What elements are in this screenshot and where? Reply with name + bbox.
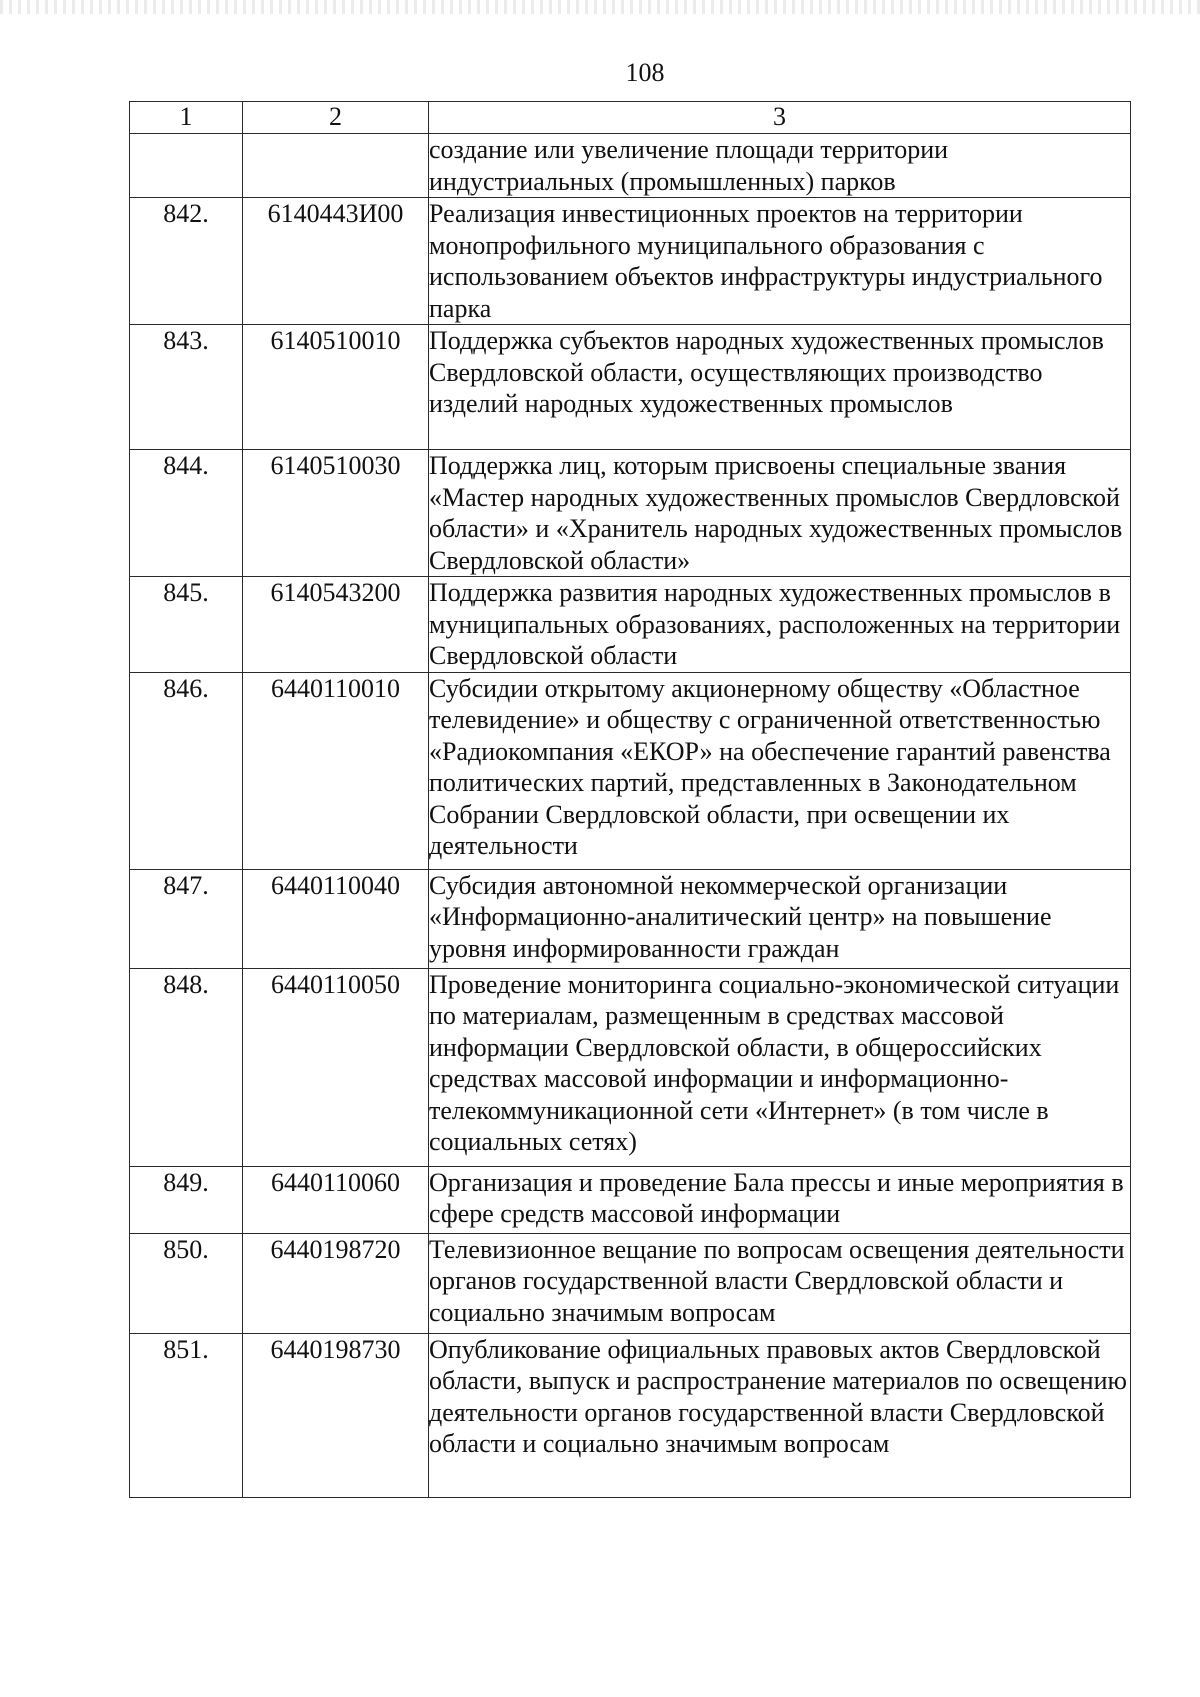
- table-row: [130, 672, 1131, 869]
- table-row: [130, 968, 1131, 1166]
- row-number: 846.: [130, 672, 243, 869]
- row-code: 6440110010: [243, 672, 429, 869]
- table-row: [130, 1333, 1131, 1497]
- row-description: Субсидия автономной некоммерческой организации «Информационно-аналитический центр» на повышение уровня информированности граждан: [429, 869, 1131, 968]
- row-number: [130, 134, 243, 198]
- row-code: 6440198730: [243, 1333, 429, 1497]
- row-code: 6140543200: [243, 577, 429, 673]
- row-description: Реализация инвестиционных проектов на территории монопрофильного муниципального образования с использованием объектов инфраструктуры индустриального парка: [429, 198, 1131, 325]
- row-number: 843.: [130, 325, 243, 450]
- table-header-row: [130, 102, 1131, 134]
- row-number: 851.: [130, 1333, 243, 1497]
- table-row: [130, 325, 1131, 450]
- row-description: Опубликование официальных правовых актов Свердловской области, выпуск и распространение материалов по освещению деятельности органов государственной власти Свердловской области и социально значимым вопросам: [429, 1333, 1131, 1497]
- row-code: [243, 134, 429, 198]
- row-description: Поддержка субъектов народных художественных промыслов Свердловской области, осуществляющих производство изделий народных художественных промыслов: [429, 325, 1131, 450]
- table-row: [130, 450, 1131, 577]
- row-number: 847.: [130, 869, 243, 968]
- table-row: [130, 1166, 1131, 1233]
- row-code: 6440110050: [243, 968, 429, 1166]
- table-row: [130, 869, 1131, 968]
- row-number: 844.: [130, 450, 243, 577]
- row-number: 842.: [130, 198, 243, 325]
- row-code: 6140443И00: [243, 198, 429, 325]
- header-col-1: 1: [130, 102, 243, 134]
- header-col-2: 2: [243, 102, 429, 134]
- header-col-3: 3: [429, 102, 1131, 134]
- row-description: Субсидии открытому акционерному обществу «Областное телевидение» и обществу с ограниченной ответственностью «Радиокомпания «ЕКОР» на обеспечение гарантий равенства политических партий, представленных в Законодательном Собрании Свердловской области, при освещении их деятельности: [429, 672, 1131, 869]
- table-row: [130, 198, 1131, 325]
- scan-edge-artifact: [0, 0, 1200, 14]
- table-row: [130, 134, 1131, 198]
- row-code: 6440110040: [243, 869, 429, 968]
- row-description: Поддержка развития народных художественных промыслов в муниципальных образованиях, расположенных на территории Свердловской области: [429, 577, 1131, 673]
- row-description: создание или увеличение площади территории индустриальных (промышленных) парков: [429, 134, 1131, 198]
- row-code: 6440110060: [243, 1166, 429, 1233]
- table-row: [130, 577, 1131, 673]
- row-code: 6140510010: [243, 325, 429, 450]
- row-description: Поддержка лиц, которым присвоены специальные звания «Мастер народных художественных промыслов Свердловской области» и «Хранитель народных художественных промыслов Свердловской области»: [429, 450, 1131, 577]
- row-code: 6140510030: [243, 450, 429, 577]
- row-number: 848.: [130, 968, 243, 1166]
- budget-classification-table: [129, 101, 1131, 1498]
- page-number: 108: [625, 58, 665, 87]
- table-row: [130, 1233, 1131, 1333]
- row-description: Проведение мониторинга социально-экономической ситуации по материалам, размещенным в средствах массовой информации Свердловской области, в общероссийских средствах массовой информации и информационно-телекоммуникационной сети «Интернет» (в том числе в социальных сетях): [429, 968, 1131, 1166]
- row-number: 845.: [130, 577, 243, 673]
- row-code: 6440198720: [243, 1233, 429, 1333]
- row-description: Организация и проведение Бала прессы и иные мероприятия в сфере средств массовой информации: [429, 1166, 1131, 1233]
- row-description: Телевизионное вещание по вопросам освещения деятельности органов государственной власти Свердловской области и социально значимым вопросам: [429, 1233, 1131, 1333]
- row-number: 849.: [130, 1166, 243, 1233]
- row-number: 850.: [130, 1233, 243, 1333]
